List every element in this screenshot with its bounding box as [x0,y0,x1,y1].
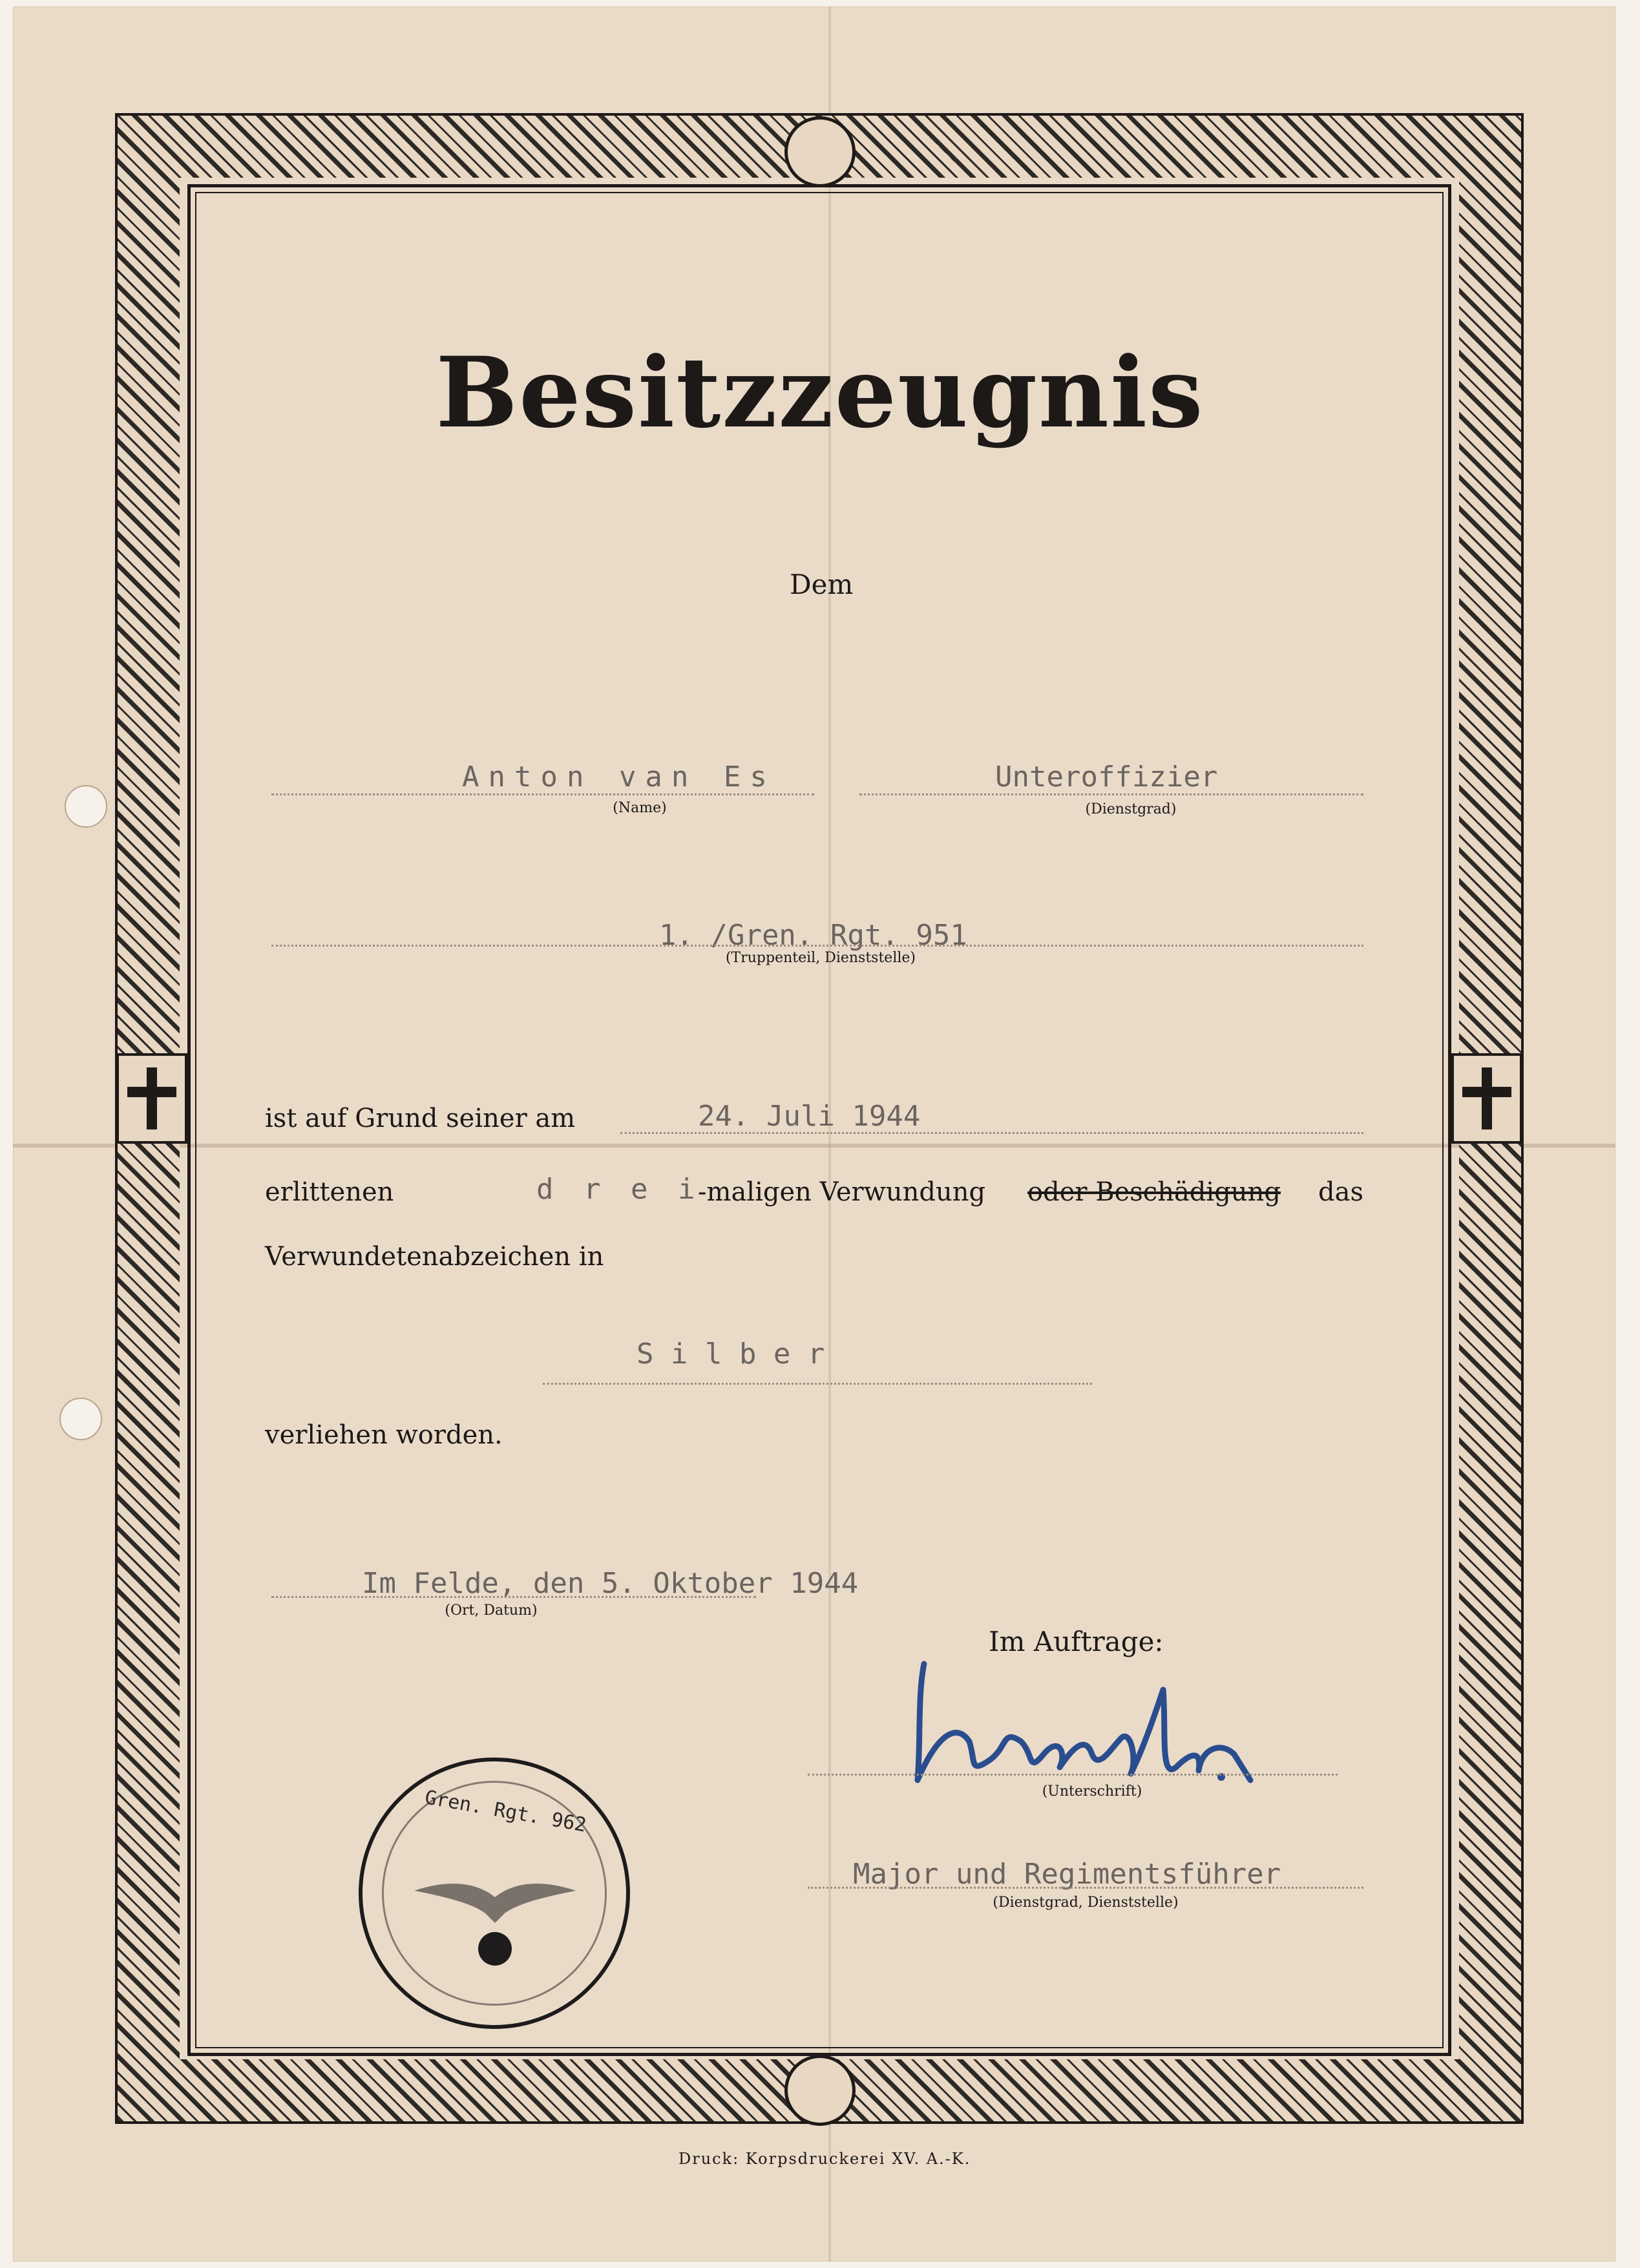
rank-caption: (Dienstgrad) [1085,801,1177,817]
punch-hole-upper [65,785,107,828]
signer-rank: Major und Regimentsführer [853,1858,1281,1891]
line4-label: verliehen worden. [265,1420,503,1450]
signer-rank-caption: (Dienstgrad, Dienststelle) [993,1895,1179,1911]
eagle-icon [408,1852,582,1981]
signer-rank-line [808,1887,1363,1889]
signature-caption: (Unterschrift) [1042,1783,1142,1800]
line3-label: Verwundetenabzeichen in [265,1242,604,1272]
stamp-text: Gren. Rgt. 962 [423,1786,588,1837]
im-auftrage-label: Im Auftrage: [989,1626,1164,1657]
name-caption: (Name) [613,800,667,816]
dem-label: Dem [790,569,854,600]
badge-grade: S i l b e r [636,1338,825,1370]
bottom-emblem [784,2055,856,2126]
line2-label: erlittenen [265,1177,394,1207]
place-date-line [271,1596,756,1598]
left-cross-icon [116,1053,187,1144]
line2-rest: -maligen Verwundung [698,1177,986,1207]
rank-line [859,793,1363,795]
times-wounded: d r e i [536,1173,702,1206]
place-date-caption: (Ort, Datum) [445,1602,538,1619]
place-date: Im Felde, den 5. Oktober 1944 [362,1567,859,1600]
signature-line [808,1774,1338,1776]
date-wounded: 24. Juli 1944 [698,1100,921,1133]
punch-hole-lower [59,1398,102,1440]
unit-caption: (Truppenteil, Dienststelle) [725,950,916,966]
right-cross-icon [1451,1053,1522,1144]
printer-imprint: Druck: Korpsdruckerei XV. A.-K. [678,2150,971,2168]
recipient-name: Anton van Es [462,761,776,793]
recipient-unit: 1. /Gren. Rgt. 951 [659,919,967,952]
page-title: Besitzzeugnis [436,336,1204,450]
top-emblem [784,116,856,187]
grade-line [543,1383,1092,1385]
struck-text: oder Beschädigung [1027,1177,1281,1207]
date-wounded-line [620,1132,1363,1134]
recipient-rank: Unteroffizier [995,761,1218,793]
line2-end: das [1318,1177,1363,1207]
line1-label: ist auf Grund seiner am [265,1104,576,1133]
unit-stamp [359,1758,630,2029]
name-line [271,793,814,795]
signature [898,1651,1260,1800]
unit-line [271,945,1363,947]
